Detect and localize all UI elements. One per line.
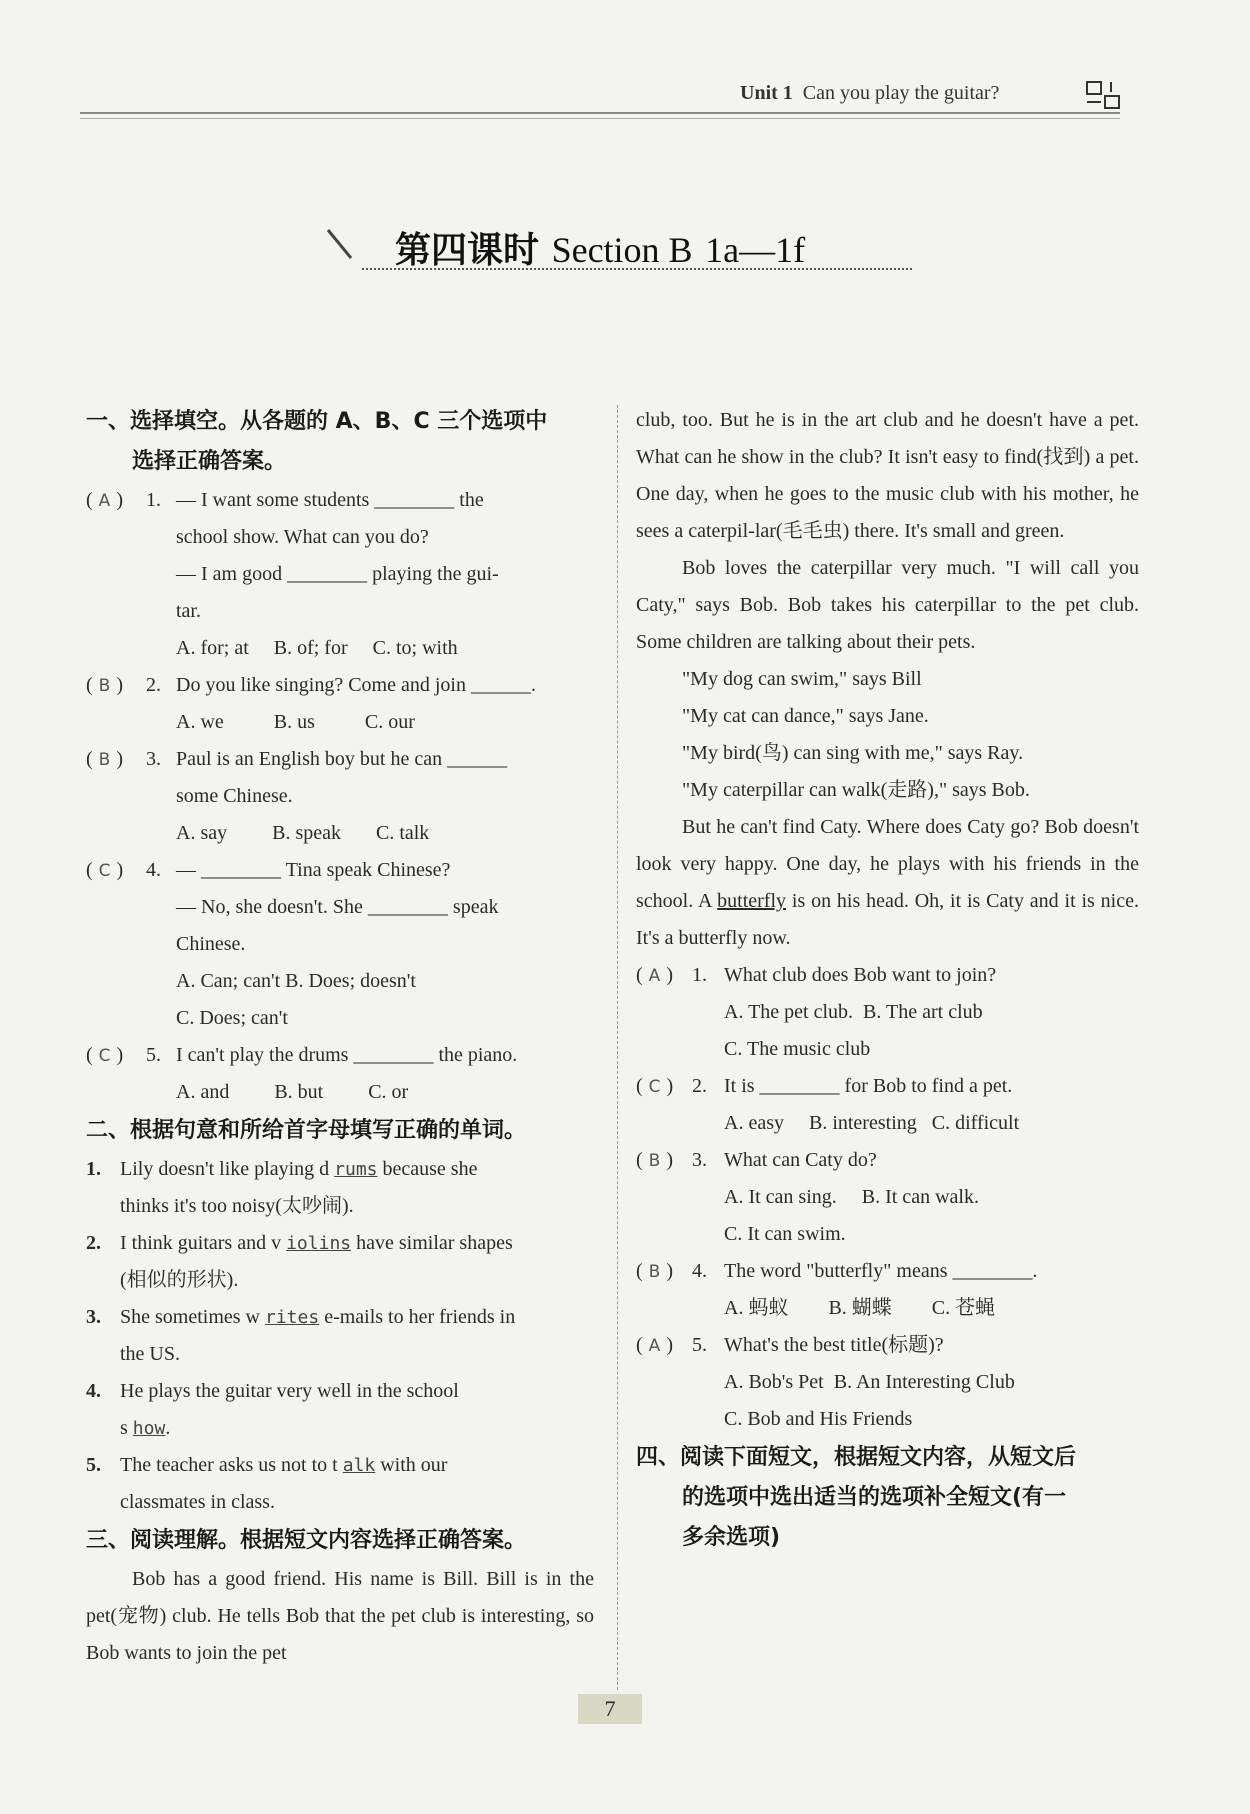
options: A. Can; can't B. Does; doesn't: [176, 970, 416, 992]
question-number: 1.: [692, 964, 707, 986]
handwritten-answer: rites: [265, 1307, 320, 1328]
answer-bracket: ( C ): [86, 859, 124, 881]
part4-heading-line2: 的选项中选出适当的选项补全短文(有一: [682, 1485, 1067, 1510]
item-text: .: [165, 1417, 171, 1439]
left-column: [86, 402, 594, 1672]
question-number: 4.: [146, 859, 161, 881]
answer-bracket: ( B ): [636, 1260, 674, 1282]
handwritten-answer: rums: [334, 1159, 378, 1180]
title-section: Section B: [551, 230, 693, 270]
item-text: He plays the guitar very well in the school: [120, 1380, 459, 1402]
question-number: 3.: [692, 1149, 707, 1171]
question-text: some Chinese.: [176, 785, 293, 807]
question-text: What can Caty do?: [724, 1149, 877, 1171]
item-text: with our: [375, 1454, 448, 1476]
mc-question-2: [86, 667, 594, 704]
options: A. we B. us C. our: [176, 711, 415, 733]
answer-letter: A: [98, 491, 111, 511]
item-text: I think guitars and v: [120, 1232, 282, 1254]
question-number: 5.: [692, 1334, 707, 1356]
options: A. say B. speak C. talk: [176, 822, 430, 844]
reading-question-1: [636, 957, 1139, 994]
item-text: She sometimes w: [120, 1306, 260, 1328]
question-number: 1.: [146, 489, 161, 511]
title-underline: [362, 268, 912, 270]
question-text: school show. What can you do?: [176, 526, 429, 548]
answer-letter: B: [98, 750, 111, 770]
item-text: The teacher asks us not to t: [120, 1454, 338, 1476]
header-rule: [80, 112, 1120, 119]
reading-paragraph-2: Bob loves the caterpillar very much. "I will call you Caty," says Bob. Bob takes his caterpillar to the pet club. Some children are talking about their pets.: [636, 557, 1139, 653]
running-header: [740, 82, 999, 105]
item-text: s: [120, 1417, 128, 1439]
answer-bracket: ( B ): [636, 1149, 674, 1171]
title-brush-icon: [325, 226, 355, 262]
right-column: [636, 402, 1139, 1558]
answer-letter: A: [648, 1336, 661, 1356]
fill-item-1: [86, 1151, 594, 1225]
question-text: The word "butterfly" means ________.: [724, 1260, 1038, 1282]
answer-letter: B: [98, 676, 111, 696]
question-text: Do you like singing? Come and join ______.: [176, 674, 536, 696]
reading-question-4: [636, 1253, 1139, 1290]
reading-paragraph-3: [636, 809, 1139, 957]
mc-question-5: [86, 1037, 594, 1074]
options: C. It can swim.: [724, 1223, 846, 1245]
unit-label: Unit 1: [740, 82, 793, 104]
options: A. and B. but C. or: [176, 1081, 409, 1103]
reading-question-2: [636, 1068, 1139, 1105]
mc-question-3: [86, 741, 594, 815]
part3-heading: 三、阅读理解。根据短文内容选择正确答案。: [86, 1528, 527, 1553]
answer-bracket: ( B ): [86, 674, 124, 696]
underlined-word: butterfly: [717, 890, 787, 912]
reading-question-5: [636, 1327, 1139, 1364]
question-text: Chinese.: [176, 933, 246, 955]
part1-heading-line2: 选择正确答案。: [132, 449, 287, 474]
handwritten-answer: alk: [342, 1455, 376, 1476]
options: A. easy B. interesting C. difficult: [724, 1112, 1020, 1134]
item-text: because she: [377, 1158, 478, 1180]
question-number: 4.: [692, 1260, 707, 1282]
question-number: 3.: [146, 748, 161, 770]
question-text: I can't play the drums ________ the piano.: [176, 1044, 518, 1066]
reading-paragraph-1-cont: club, too. But he is in the art club and he doesn't have a pet. What can he show in the club? It isn't easy to find(找到) a pet. One day, when he goes to the music club with his mother, he sees a caterpil-lar(毛毛虫) there. It's small and green.: [636, 409, 1139, 542]
item-number: 4.: [86, 1380, 101, 1402]
page-number: 7: [578, 1694, 642, 1724]
item-text: (相似的形状).: [120, 1269, 239, 1291]
options: A. 蚂蚁 B. 蝴蝶 C. 苍蝇: [724, 1297, 996, 1319]
question-text: — No, she doesn't. She ________ speak: [176, 896, 499, 918]
question-text: tar.: [176, 600, 201, 622]
answer-bracket: ( C ): [636, 1075, 674, 1097]
options: C. Bob and His Friends: [724, 1408, 913, 1430]
options: A. Bob's Pet B. An Interesting Club: [724, 1371, 1015, 1393]
part4-heading-line3: 多余选项): [682, 1525, 781, 1550]
question-text: It is ________ for Bob to find a pet.: [724, 1075, 1013, 1097]
part2-heading: 二、根据句意和所给首字母填写正确的单词。: [86, 1118, 527, 1143]
reading-paragraph-1: Bob has a good friend. His name is Bill. Bill is in the pet(宠物) club. He tells Bob that the pet club is interesting, so Bob wants to join the pet: [86, 1568, 594, 1664]
unit-title: Can you play the guitar?: [802, 82, 1000, 104]
fill-item-3: [86, 1299, 594, 1373]
title-cn: 第四课时: [395, 230, 540, 271]
column-divider: [617, 405, 618, 1690]
title-range: 1a—1f: [705, 230, 806, 270]
options: C. The music club: [724, 1038, 871, 1060]
item-text: the US.: [120, 1343, 180, 1365]
options: A. The pet club. B. The art club: [724, 1001, 983, 1023]
answer-bracket: ( A ): [86, 489, 123, 511]
fill-item-5: [86, 1447, 594, 1521]
dialog-line: "My caterpillar can walk(走路)," says Bob.: [682, 779, 1030, 801]
question-text: What's the best title(标题)?: [724, 1334, 944, 1356]
paragraph-text: But he can't find Caty. Where does Caty go? Bob doesn't look very happy. One day, he plays with his friends in the school. A: [636, 816, 1139, 912]
handwritten-answer: how: [132, 1418, 166, 1439]
question-text: — ________ Tina speak Chinese?: [176, 859, 451, 881]
page-title: [395, 222, 805, 273]
mc-question-4: [86, 852, 594, 963]
answer-letter: C: [98, 1046, 111, 1066]
item-text: thinks it's too noisy(太吵闹).: [120, 1195, 354, 1217]
question-text: What club does Bob want to join?: [724, 964, 997, 986]
dialog-line: "My bird(鸟) can sing with me," says Ray.: [682, 742, 1024, 764]
item-number: 5.: [86, 1454, 101, 1476]
item-number: 3.: [86, 1306, 101, 1328]
fill-item-4: [86, 1373, 594, 1447]
fill-item-2: [86, 1225, 594, 1299]
part1-heading: [86, 402, 594, 482]
part4-heading-line1: 四、阅读下面短文，根据短文内容，从短文后: [636, 1445, 1077, 1470]
question-text: — I am good ________ playing the gui-: [176, 563, 499, 585]
item-text: Lily doesn't like playing d: [120, 1158, 330, 1180]
question-text: — I want some students ________ the: [176, 489, 484, 511]
question-number: 2.: [692, 1075, 707, 1097]
answer-letter: B: [648, 1262, 661, 1282]
options: C. Does; can't: [176, 1007, 288, 1029]
item-text: classmates in class.: [120, 1491, 275, 1513]
dialog-line: "My dog can swim," says Bill: [682, 668, 922, 690]
reading-question-3: [636, 1142, 1139, 1179]
item-number: 2.: [86, 1232, 101, 1254]
corner-logo-icon: [1085, 80, 1123, 110]
options: A. It can sing. B. It can walk.: [724, 1186, 979, 1208]
handwritten-answer: iolins: [286, 1233, 352, 1254]
paragraph-text: is on his head. Oh, it is Caty and it is nice. It's a butterfly now.: [636, 890, 1139, 949]
answer-letter: B: [648, 1151, 661, 1171]
answer-letter: A: [648, 966, 661, 986]
answer-bracket: ( A ): [636, 1334, 673, 1356]
answer-letter: C: [98, 861, 111, 881]
answer-letter: C: [648, 1077, 661, 1097]
dialog-line: "My cat can dance," says Jane.: [682, 705, 929, 727]
question-text: Paul is an English boy but he can ______: [176, 748, 508, 770]
answer-bracket: ( A ): [636, 964, 673, 986]
item-number: 1.: [86, 1158, 101, 1180]
mc-question-1: [86, 482, 594, 630]
item-text: have similar shapes: [351, 1232, 513, 1254]
answer-bracket: ( C ): [86, 1044, 124, 1066]
question-number: 5.: [146, 1044, 161, 1066]
options: A. for; at B. of; for C. to; with: [176, 637, 458, 659]
part4-heading: [636, 1438, 1139, 1558]
item-text: e-mails to her friends in: [319, 1306, 516, 1328]
question-number: 2.: [146, 674, 161, 696]
answer-bracket: ( B ): [86, 748, 124, 770]
part1-heading-line1: 一、选择填空。从各题的 A、B、C 三个选项中: [86, 409, 548, 434]
